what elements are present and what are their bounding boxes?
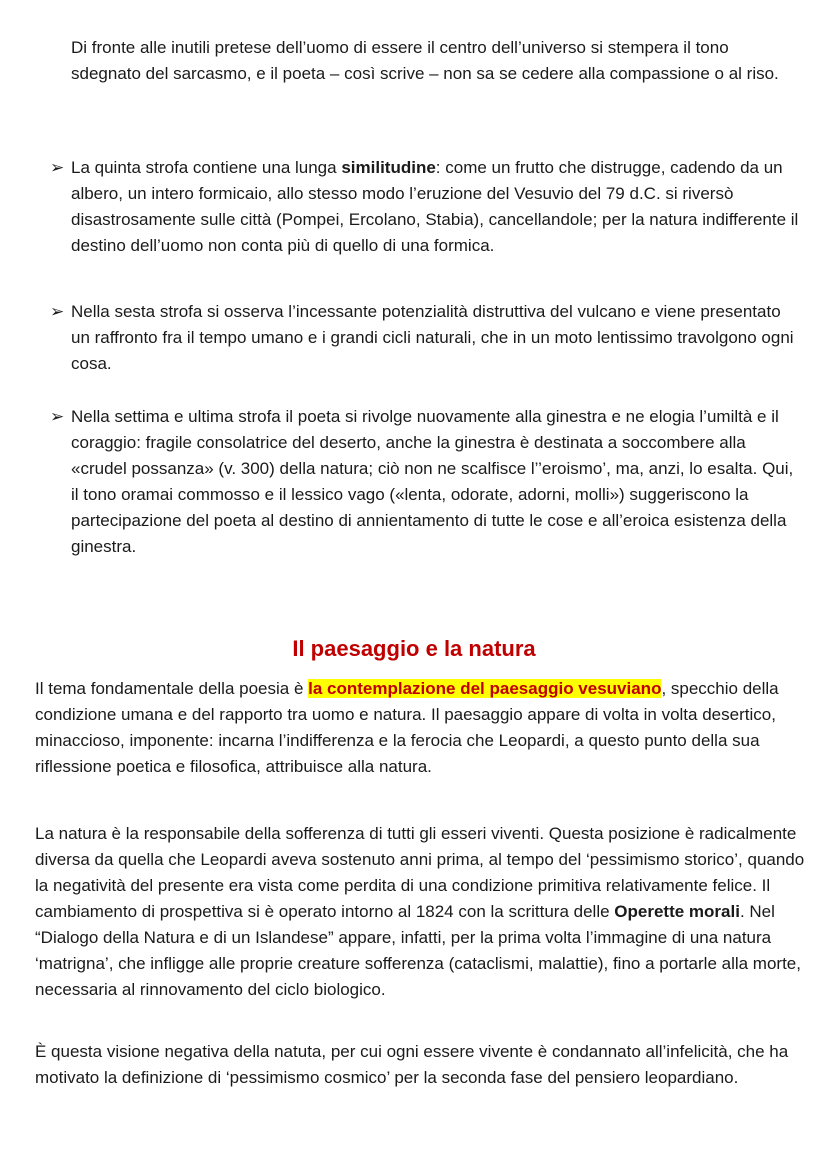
paragraph-theme [35, 676, 805, 780]
paragraph-text-part: , specchio della condizione umana e del rapporto tra uomo e natura. Il paesaggio appare di volta in volta desertico, minaccioso, imponente: incarna l’indifferenza e la ferocia che Leopardi, a questo punto della sua riflessione poetica e filosofica, attribuisce alla natura. [35, 679, 779, 776]
arrow-bullet-icon: ➢ [50, 302, 65, 321]
intro-paragraph: Di fronte alle inutili pretese dell’uomo di essere il centro dell’universo si stempera il tono sdegnato del sarcasmo, e il poeta – così scrive – non sa se cedere alla compassione o al riso. [71, 38, 779, 83]
bullet-item [50, 299, 802, 377]
arrow-bullet-icon: ➢ [50, 407, 65, 426]
bullet-item [50, 404, 802, 560]
paragraph-text-part: . Nel “Dialogo della Natura e di un Islandese” appare, infatti, per la prima volta l’immagine di una natura ‘matrigna’, che infligge alle proprie creature sofferenza (cataclismi, malattie), fino a portarle alla morte, necessaria al rinnovamento del ciclo biologico. [35, 902, 801, 999]
bullet-text: Nella settima e ultima strofa il poeta si rivolge nuovamente alla ginestra e ne elogia l’umiltà e il coraggio: fragile consolatrice del deserto, anche la ginestra è destinata a soccombere alla «crudel possanza» (v. 300) della natura; ciò non ne scalfisce l’’eroismo’, ma, anzi, lo esalta. Qui, il tono oramai commosso e il lessico vago («lenta, odorate, adorni, molli») suggeriscono la partecipazione del poeta al destino di annientamento di tutte le cose e all’eroica esistenza della ginestra. [71, 407, 794, 556]
bullet-text-part: : come un frutto che distrugge, cadendo da un albero, un intero formicaio, allo stesso modo l’eruzione del Vesuvio del 79 d.C. si riversò disastrosamente sulle città (Pompei, Ercolano, Stabia), cancellandole; per la natura indifferente il destino dell’uomo non conta più di quello di una formica. [71, 158, 799, 255]
bullet-text [71, 155, 802, 259]
bullet-text: Nella sesta strofa si osserva l’incessante potenzialità distruttiva del vulcano e viene presentato un raffronto fra il tempo umano e i grandi cicli naturali, che in un moto lentissimo travolgono ogni cosa. [71, 302, 794, 373]
bold-title: Operette morali [614, 902, 740, 921]
section-heading: Il paesaggio e la natura [292, 636, 536, 661]
bold-term: similitudine [341, 158, 436, 177]
paragraph-conclusion: È questa visione negativa della natuta, per cui ogni essere vivente è condannato all’infelicità, che ha motivato la definizione di ‘pessimismo cosmico’ per la seconda fase del pensiero leopardiano. [35, 1042, 789, 1087]
bullet-item [50, 155, 802, 259]
arrow-bullet-icon: ➢ [50, 158, 65, 177]
bullet-text-part: La quinta strofa contiene una lunga [71, 158, 342, 177]
paragraph-nature [35, 821, 805, 1003]
paragraph-text-part: Il tema fondamentale della poesia è [35, 679, 309, 698]
paragraph-text-part: La natura è la responsabile della sofferenza di tutti gli esseri viventi. Questa posizione è radicalmente diversa da quella che Leopardi aveva sostenuto anni prima, al tempo del ‘pessimismo storico’, quando la negatività del presente era vista come perdita di una condizione primitiva relativamente felice. Il cambiamento di prospettiva si è operato intorno al 1824 con la scrittura delle [35, 824, 805, 921]
highlighted-phrase: la contemplazione del paesaggio vesuviano [308, 679, 662, 698]
